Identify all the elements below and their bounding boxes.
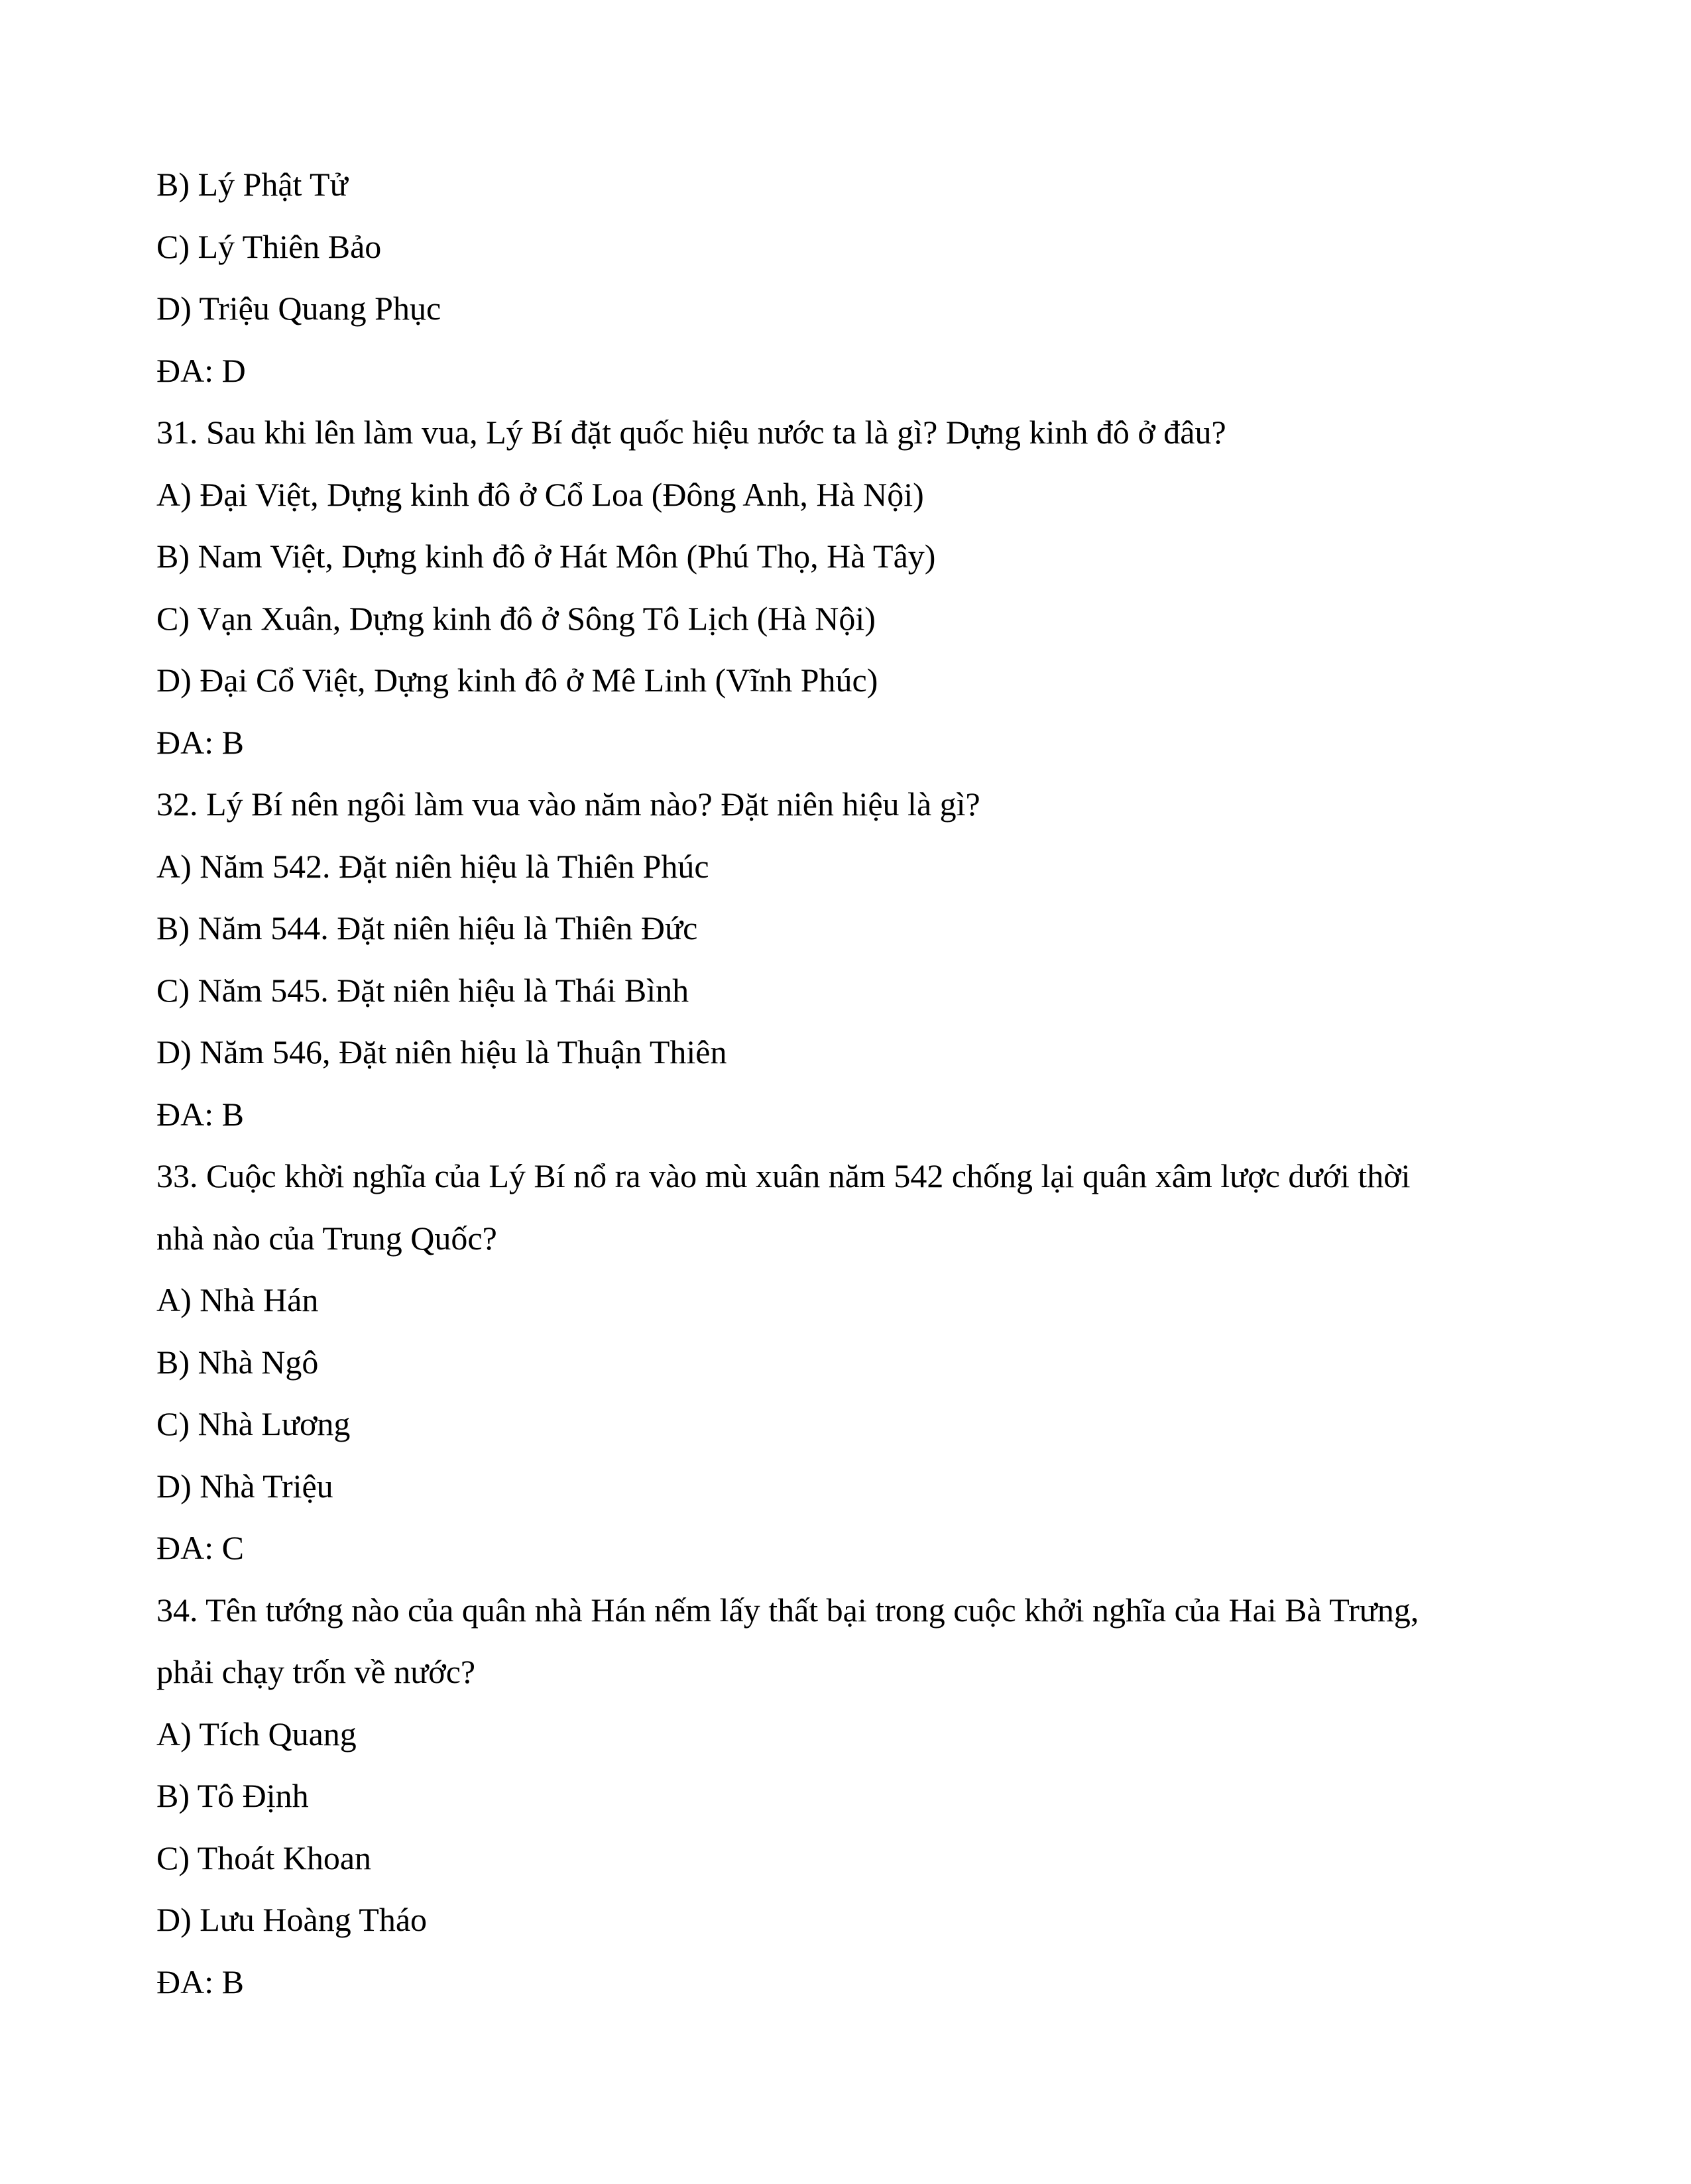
answer-option: D) Lưu Hoàng Tháo — [156, 1901, 428, 1938]
question-33: 33. Cuộc khời nghĩa của Lý Bí nổ ra vào mù xuân năm 542 chống lại quân xâm lược dưới thời — [156, 1157, 1411, 1194]
question-32: 32. Lý Bí nên ngôi làm vua vào năm nào? Đặt niên hiệu là gì? — [156, 785, 980, 823]
answer-option: C) Vạn Xuân, Dựng kinh đô ở Sông Tô Lịch (Hà Nội) — [156, 599, 876, 637]
question-34-continued: phải chạy trốn về nước? — [156, 1653, 476, 1690]
answer-option: B) Năm 544. Đặt niên hiệu là Thiên Đức — [156, 909, 698, 947]
answer-option: C) Thoát Khoan — [156, 1839, 372, 1876]
question-31: 31. Sau khi lên làm vua, Lý Bí đặt quốc hiệu nước ta là gì? Dựng kinh đô ở đâu? — [156, 414, 1226, 451]
answer-key: ĐA: B — [156, 723, 244, 761]
answer-option: A) Năm 542. Đặt niên hiệu là Thiên Phúc — [156, 847, 709, 885]
answer-option: A) Đại Việt, Dựng kinh đô ở Cổ Loa (Đông Anh, Hà Nội) — [156, 475, 924, 513]
answer-option: B) Nam Việt, Dựng kinh đô ở Hát Môn (Phú Thọ, Hà Tây) — [156, 538, 936, 575]
answer-option: D) Đại Cổ Việt, Dựng kinh đô ở Mê Linh (Vĩnh Phúc) — [156, 661, 878, 699]
answer-option: C) Nhà Lương — [156, 1405, 351, 1442]
answer-option: A) Nhà Hán — [156, 1281, 319, 1318]
answer-option: D) Triệu Quang Phục — [156, 290, 441, 327]
question-34: 34. Tên tướng nào của quân nhà Hán nếm lấy thất bại trong cuộc khởi nghĩa của Hai Bà Trưng, — [156, 1591, 1419, 1629]
answer-option: B) Tô Định — [156, 1777, 309, 1814]
answer-option: D) Nhà Triệu — [156, 1467, 333, 1505]
answer-option: B) Lý Phật Tử — [156, 166, 348, 203]
answer-option: C) Lý Thiên Bảo — [156, 227, 382, 265]
answer-key: ĐA: C — [156, 1529, 244, 1566]
document-body — [156, 154, 1535, 2013]
answer-option: C) Năm 545. Đặt niên hiệu là Thái Bình — [156, 971, 689, 1009]
answer-key: ĐA: B — [156, 1095, 244, 1133]
answer-option: A) Tích Quang — [156, 1715, 357, 1753]
question-33-continued: nhà nào của Trung Quốc? — [156, 1219, 497, 1257]
answer-key: ĐA: B — [156, 1963, 244, 2000]
answer-key: ĐA: D — [156, 351, 246, 389]
answer-option: D) Năm 546, Đặt niên hiệu là Thuận Thiên — [156, 1033, 727, 1070]
answer-option: B) Nhà Ngô — [156, 1343, 319, 1381]
